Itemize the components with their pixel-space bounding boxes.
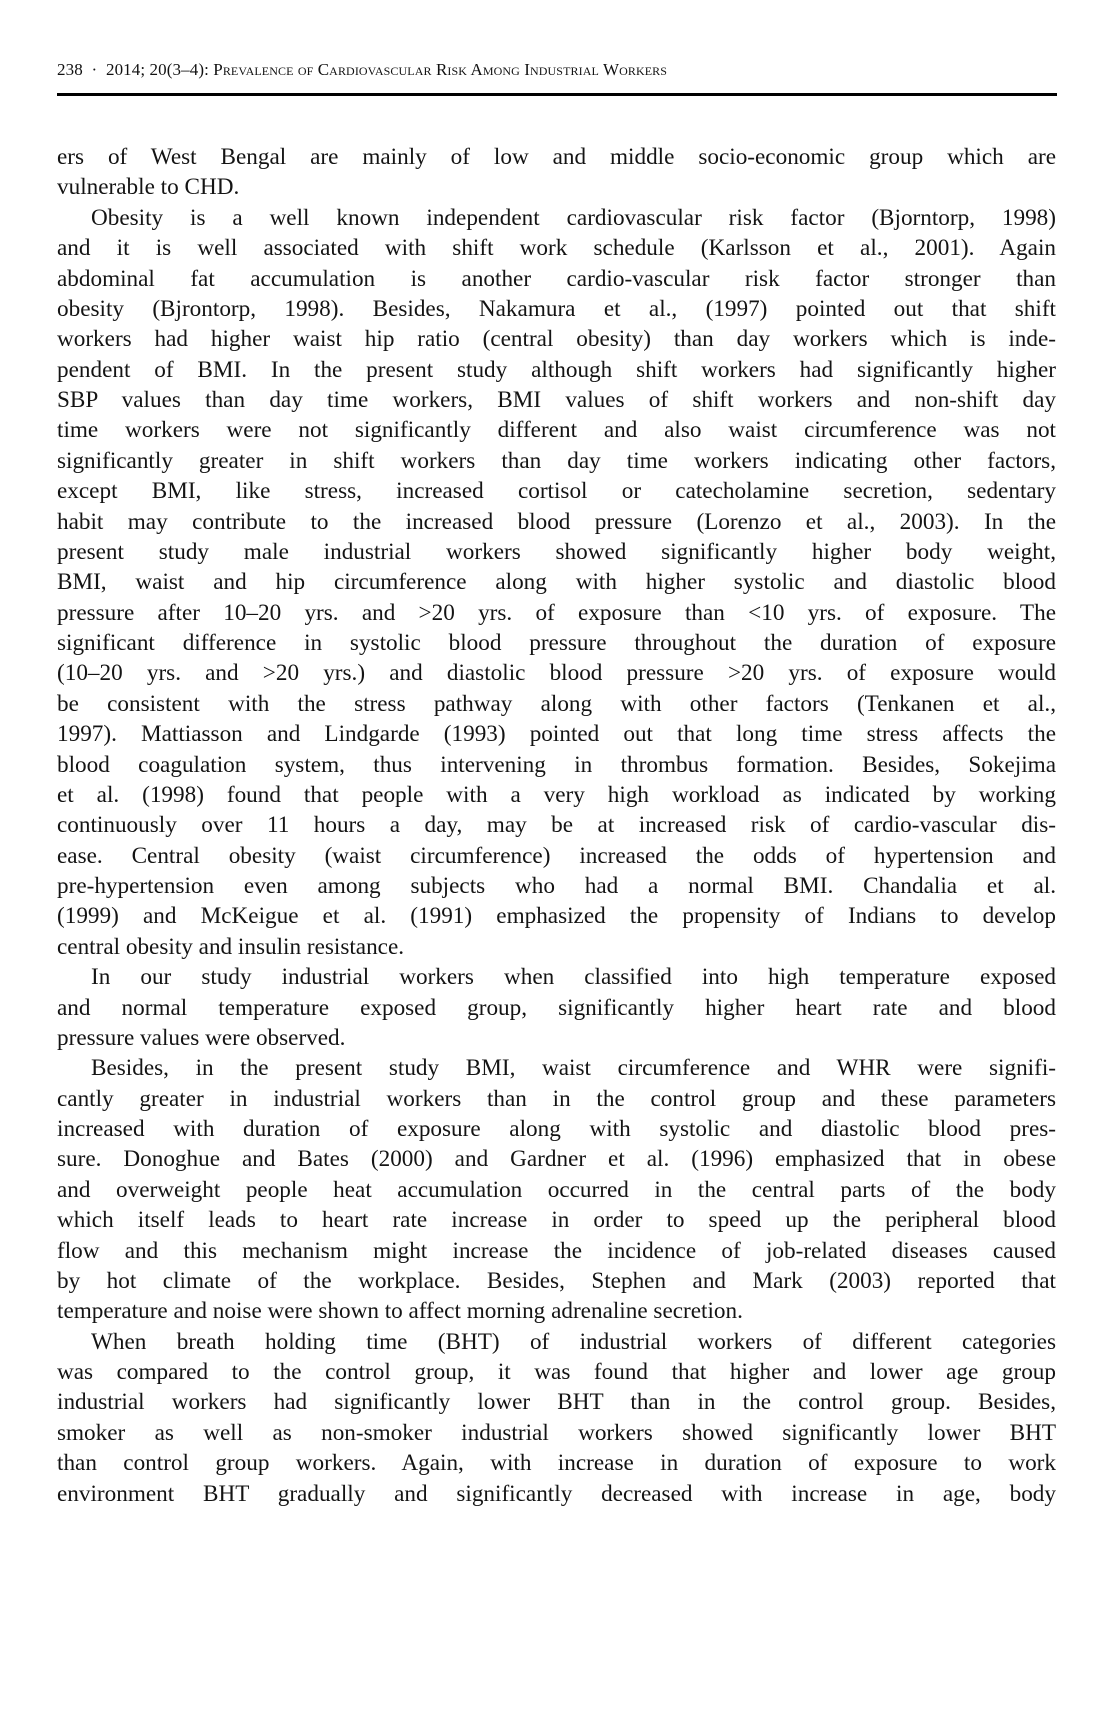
text-line: except BMI, like stress, increased cortisol or catecholamine secretion, sedentary — [57, 478, 1056, 505]
paragraph — [57, 142, 1056, 203]
paragraph — [57, 1327, 1056, 1509]
text-line: was compared to the control group, it was found that higher and lower age group — [57, 1359, 1056, 1385]
text-line: Obesity is a well known independent cardiovascular risk factor (Bjorntorp, 1998) — [91, 204, 1056, 231]
text-line: pre-hypertension even among subjects who had a normal BMI. Chandalia et al. — [57, 873, 1056, 899]
text-line: and normal temperature exposed group, significantly higher heart rate and blood — [57, 994, 1056, 1021]
text-line: pressure after 10–20 yrs. and >20 yrs. of exposure than <10 yrs. of exposure. The — [57, 599, 1056, 626]
text-line: significant difference in systolic blood pressure throughout the duration of exposure — [57, 630, 1056, 656]
text-line: smoker as well as non-smoker industrial workers showed significantly lower BHT — [57, 1419, 1056, 1446]
text-line: vulnerable to CHD. — [57, 174, 240, 201]
text-line: habit may contribute to the increased blood pressure (Lorenzo et al., 2003). In the — [57, 508, 1056, 535]
text-line: (1999) and McKeigue et al. (1991) emphasized the propensity of Indians to develop — [57, 903, 1056, 930]
text-line: (10–20 yrs. and >20 yrs.) and diastolic blood pressure >20 yrs. of exposure would — [57, 660, 1056, 687]
text-line: obesity (Bjrontorp, 1998). Besides, Nakamura et al., (1997) pointed out that shift — [57, 295, 1056, 322]
paragraph — [57, 962, 1056, 1053]
text-line: continuously over 11 hours a day, may be at increased risk of cardio-vascular dis- — [57, 812, 1056, 839]
text-line: When breath holding time (BHT) of industrial workers of different categories — [91, 1328, 1056, 1355]
text-line: In our study industrial workers when classified into high temperature exposed — [91, 964, 1056, 991]
running-header — [57, 60, 1057, 80]
text-line: sure. Donoghue and Bates (2000) and Gardner et al. (1996) emphasized that in obese — [57, 1146, 1056, 1173]
text-line: Besides, in the present study BMI, waist circumference and WHR were signifi- — [91, 1055, 1056, 1082]
text-line: and it is well associated with shift work schedule (Karlsson et al., 2001). Again — [57, 235, 1056, 262]
text-line: which itself leads to heart rate increase in order to speed up the peripheral blood — [57, 1207, 1056, 1234]
text-line: time workers were not significantly different and also waist circumference was not — [57, 417, 1056, 444]
text-line: et al. (1998) found that people with a very high workload as indicated by working — [57, 781, 1056, 808]
text-line: temperature and noise were shown to affect morning adrenaline secretion. — [57, 1298, 743, 1325]
text-line: ers of West Bengal are mainly of low and middle socio-economic group which are — [57, 144, 1056, 170]
volume-issue: 2014; 20(3–4): — [105, 60, 209, 79]
text-line: SBP values than day time workers, BMI values of shift workers and non-shift day — [57, 387, 1056, 413]
text-line: pendent of BMI. In the present study although shift workers had significantly higher — [57, 356, 1056, 383]
header-separator: · — [91, 60, 98, 79]
text-line: workers had higher waist hip ratio (central obesity) than day workers which is inde- — [57, 326, 1056, 353]
text-line: flow and this mechanism might increase the incidence of job-related diseases caused — [57, 1237, 1056, 1264]
text-line: be consistent with the stress pathway along with other factors (Tenkanen et al., — [57, 690, 1056, 717]
text-line: ease. Central obesity (waist circumference) increased the odds of hypertension and — [57, 842, 1056, 869]
running-title: Prevalence of Cardiovascular Risk Among Industrial Workers — [213, 60, 668, 79]
text-line: increased with duration of exposure along with systolic and diastolic blood pres- — [57, 1116, 1056, 1142]
page-number: 238 — [57, 60, 83, 79]
paragraph — [57, 203, 1056, 962]
paragraph — [57, 1053, 1056, 1326]
text-line: significantly greater in shift workers than day time workers indicating other factors, — [57, 447, 1056, 474]
text-line: pressure values were observed. — [57, 1024, 346, 1051]
body-text — [57, 142, 1056, 1509]
text-line: industrial workers had significantly lower BHT than in the control group. Besides, — [57, 1389, 1056, 1416]
text-line: environment BHT gradually and significantly decreased with increase in age, body — [57, 1480, 1056, 1507]
text-line: by hot climate of the workplace. Besides, Stephen and Mark (2003) reported that — [57, 1267, 1056, 1294]
text-line: blood coagulation system, thus intervening in thrombus formation. Besides, Sokejima — [57, 751, 1056, 778]
text-line: present study male industrial workers showed significantly higher body weight, — [57, 538, 1056, 565]
text-line: cantly greater in industrial workers than in the control group and these parameters — [57, 1085, 1056, 1112]
text-line: and overweight people heat accumulation occurred in the central parts of the body — [57, 1176, 1056, 1203]
text-line: BMI, waist and hip circumference along with higher systolic and diastolic blood — [57, 569, 1056, 596]
text-line: central obesity and insulin resistance. — [57, 933, 405, 960]
header-rule — [57, 93, 1057, 96]
text-line: 1997). Mattiasson and Lindgarde (1993) pointed out that long time stress affects the — [57, 721, 1056, 748]
text-line: abdominal fat accumulation is another cardio-vascular risk factor stronger than — [57, 265, 1056, 292]
text-line: than control group workers. Again, with increase in duration of exposure to work — [57, 1450, 1056, 1477]
